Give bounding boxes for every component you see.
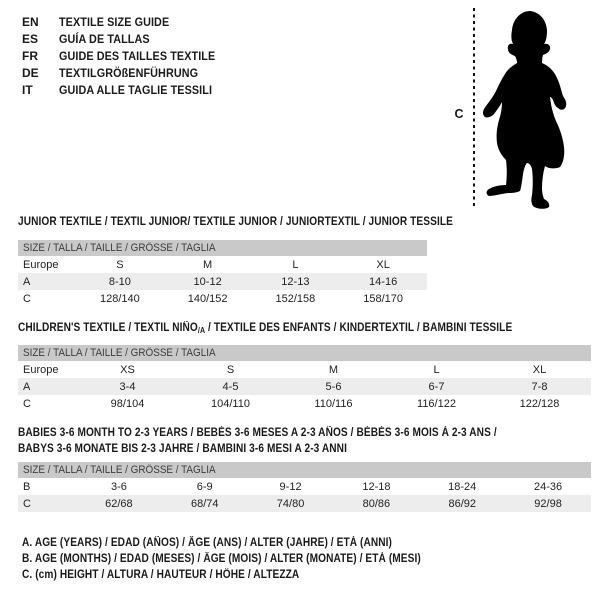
size-header-band xyxy=(18,462,591,478)
footnote-legend xyxy=(22,535,475,583)
language-title: GUÍA DE TALLAS xyxy=(59,32,150,46)
row-label: Europe xyxy=(23,363,59,376)
section-title-text: JUNIOR TEXTILE / TEXTIL JUNIOR/ TEXTILE JUNIOR / JUNIORTEXTIL / JUNIOR TESSILE xyxy=(18,216,453,228)
row-label: Europe xyxy=(23,258,59,271)
language-code: IT xyxy=(22,83,33,97)
section-title-subscript: /A xyxy=(197,326,206,335)
language-row-es xyxy=(22,31,233,48)
table-cell: 128/140 xyxy=(99,292,140,305)
table-cell: 110/116 xyxy=(314,397,353,410)
table-cell: 12-18 xyxy=(362,480,391,493)
height-measure-dashed-line xyxy=(473,8,475,206)
junior-size-table xyxy=(18,240,427,307)
size-header-text: SIZE / TALLA / TAILLE / GRÖSSE / TAGLIA xyxy=(23,347,216,359)
table-cell: 122/128 xyxy=(519,397,560,410)
table-cell: 80/86 xyxy=(362,497,391,510)
table-cell: 62/68 xyxy=(105,497,133,510)
table-cell: 12-13 xyxy=(281,275,310,288)
table-cell: 8-10 xyxy=(108,275,131,288)
language-row-en xyxy=(22,14,233,31)
table-cell: 9-12 xyxy=(279,480,302,493)
language-code: ES xyxy=(22,32,39,46)
section-title-children xyxy=(18,320,512,339)
table-cell: 86/92 xyxy=(448,497,476,510)
children-table xyxy=(18,361,591,412)
table-cell: 74/80 xyxy=(276,497,305,510)
table-cell: 140/152 xyxy=(187,292,228,305)
table-cell: 14-16 xyxy=(369,275,398,288)
table-cell: S xyxy=(226,363,235,376)
babies-table xyxy=(18,478,591,512)
row-label: A xyxy=(23,275,31,288)
table-cell: 3-6 xyxy=(110,480,127,493)
table-cell: 92/98 xyxy=(534,497,562,510)
language-code: DE xyxy=(22,66,39,80)
table-cell: 6-9 xyxy=(196,480,213,493)
table-cell: M xyxy=(203,258,213,271)
language-title-list xyxy=(22,14,233,99)
section-title-line: BABYS 3-6 MONATE BIS 2-3 JAHRE / BAMBINI 3-6 MESI A 2-3 ANNI xyxy=(18,443,347,455)
table-row xyxy=(18,273,427,290)
table-cell: XS xyxy=(120,363,135,376)
babies-size-table xyxy=(18,462,591,512)
row-label: C xyxy=(23,497,31,510)
table-cell: 24-36 xyxy=(534,480,563,493)
language-code: EN xyxy=(22,15,39,29)
size-header-text: SIZE / TALLA / TAILLE / GRÖSSE / TAGLIA xyxy=(23,464,216,476)
table-cell: 116/122 xyxy=(417,397,456,410)
table-cell: 7-8 xyxy=(531,380,548,393)
section-title-junior xyxy=(18,214,453,230)
table-cell: L xyxy=(433,363,440,376)
footnote-c: C. (cm) HEIGHT / ALTURA / HAUTEUR / HÖHE / ALTEZZA xyxy=(22,569,300,581)
junior-table xyxy=(18,256,427,307)
table-cell: 152/158 xyxy=(275,292,316,305)
language-title: TEXTILE SIZE GUIDE xyxy=(59,15,170,29)
table-row xyxy=(18,361,591,378)
footnote-a: A. AGE (YEARS) / EDAD (AÑOS) / ÂGE (ANS) / ALTER (JAHRE) / ETÀ (ANNI) xyxy=(22,537,393,549)
footnote-b: B. AGE (MONTHS) / EDAD (MESES) / ÂGE (MOIS) / ALTER (MONATE) / ETÀ (MESI) xyxy=(22,553,421,565)
children-size-table xyxy=(18,345,591,412)
table-cell: 68/74 xyxy=(190,497,219,510)
table-cell: M xyxy=(328,363,339,376)
table-cell: XL xyxy=(532,363,547,376)
table-cell: XL xyxy=(376,258,390,271)
table-cell: 5-6 xyxy=(325,380,342,393)
table-cell: 6-7 xyxy=(428,380,445,393)
height-label-c: C xyxy=(454,107,464,121)
language-title: GUIDA ALLE TAGLIE TESSILI xyxy=(59,83,213,97)
table-row xyxy=(18,478,591,495)
section-title-text: CHILDREN'S TEXTILE / TEXTIL NIÑO xyxy=(18,322,198,334)
section-title-babies xyxy=(18,425,497,457)
table-row xyxy=(18,256,427,273)
table-row xyxy=(18,378,591,395)
size-header-text: SIZE / TALLA / TAILLE / GRÖSSE / TAGLIA xyxy=(23,242,216,254)
row-label: C xyxy=(23,292,31,305)
table-cell: 158/170 xyxy=(363,292,403,305)
table-cell: 98/104 xyxy=(110,397,145,410)
table-row xyxy=(18,495,591,512)
language-row-it xyxy=(22,82,233,99)
size-header-band xyxy=(18,240,427,256)
toddler-silhouette xyxy=(480,0,600,215)
language-code: FR xyxy=(22,49,38,63)
language-row-fr xyxy=(22,48,233,65)
language-title: GUIDE DES TAILLES TEXTILE xyxy=(59,49,216,63)
table-row xyxy=(18,395,591,412)
row-label: B xyxy=(23,480,31,493)
language-row-de xyxy=(22,65,233,82)
table-cell: 3-4 xyxy=(119,380,136,393)
section-title-text: / TEXTILE DES ENFANTS / KINDERTEXTIL / BAMBINI TESSILE xyxy=(205,322,513,334)
table-row xyxy=(18,290,427,307)
table-cell: 104/110 xyxy=(211,397,250,410)
row-label: C xyxy=(23,397,31,410)
language-title: TEXTILGRÖßENFÜHRUNG xyxy=(59,66,199,80)
table-cell: S xyxy=(116,258,124,271)
table-cell: 10-12 xyxy=(193,275,222,288)
row-label: A xyxy=(23,380,31,393)
table-cell: L xyxy=(292,258,299,271)
table-cell: 4-5 xyxy=(222,380,239,393)
table-cell: 18-24 xyxy=(448,480,477,493)
section-title-line: BABIES 3-6 MONTH TO 2-3 YEARS / BEBÉS 3-6 MESES A 2-3 AÑOS / BÉBÉS 3-6 MOIS À 2-3 ANS / xyxy=(18,427,497,439)
size-header-band xyxy=(18,345,591,361)
